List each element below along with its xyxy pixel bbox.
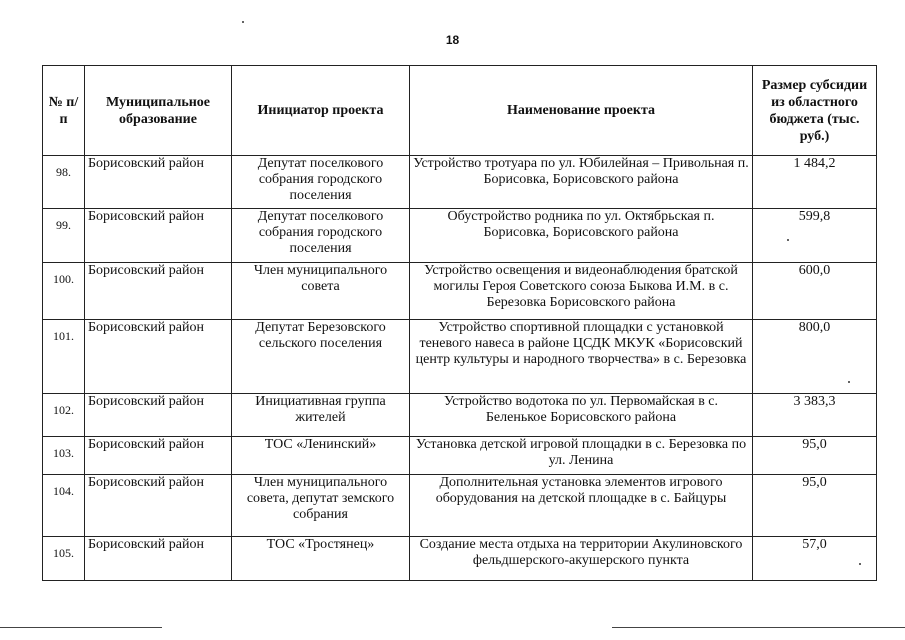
row-num: 104. — [43, 475, 85, 537]
table-row — [43, 437, 877, 475]
row-municipality: Борисовский район — [85, 437, 232, 475]
table-row — [43, 320, 877, 394]
subsidy-table — [42, 65, 877, 581]
row-project: Устройство освещения и видеонаблюдения братской могилы Героя Советского союза Быкова И.М. в с. Березовка Борисовского района — [410, 263, 753, 320]
scan-speck — [848, 381, 850, 383]
row-amount: 600,0 — [753, 263, 877, 320]
table-row — [43, 394, 877, 437]
row-municipality: Борисовский район — [85, 263, 232, 320]
row-municipality: Борисовский район — [85, 537, 232, 581]
row-municipality: Борисовский район — [85, 156, 232, 209]
row-project: Устройство спортивной площадки с установкой теневого навеса в районе ЦСДК МКУК «Борисовский центр культуры и народного творчества» в с. Березовка — [410, 320, 753, 394]
row-initiator: Член муниципального совета, депутат земского собрания — [232, 475, 410, 537]
header-amount: Размер субсидии из областного бюджета (тыс. руб.) — [753, 66, 877, 156]
row-amount: 95,0 — [753, 475, 877, 537]
row-amount: 599,8 — [753, 209, 877, 263]
row-num: 98. — [43, 156, 85, 209]
row-initiator: Депутат поселкового собрания городского поселения — [232, 209, 410, 263]
row-num: 105. — [43, 537, 85, 581]
row-amount: 800,0 — [753, 320, 877, 394]
scan-speck — [242, 21, 244, 23]
row-initiator: ТОС «Ленинский» — [232, 437, 410, 475]
row-project: Создание места отдыха на территории Акулиновского фельдшерского-акушерского пункта — [410, 537, 753, 581]
scan-speck — [859, 563, 861, 565]
row-initiator: Депутат поселкового собрания городского поселения — [232, 156, 410, 209]
row-initiator: Депутат Березовского сельского поселения — [232, 320, 410, 394]
header-municipality: Муниципальное образование — [85, 66, 232, 156]
row-initiator: Член муниципального совета — [232, 263, 410, 320]
row-num: 102. — [43, 394, 85, 437]
row-project: Установка детской игровой площадки в с. Березовка по ул. Ленина — [410, 437, 753, 475]
row-amount: 1 484,2 — [753, 156, 877, 209]
table-row — [43, 209, 877, 263]
row-project: Обустройство родника по ул. Октябрьская п. Борисовка, Борисовского района — [410, 209, 753, 263]
row-municipality: Борисовский район — [85, 209, 232, 263]
table-row — [43, 156, 877, 209]
table-row — [43, 263, 877, 320]
row-initiator: Инициативная группа жителей — [232, 394, 410, 437]
header-num: № п/п — [43, 66, 85, 156]
table-row — [43, 537, 877, 581]
row-amount: 95,0 — [753, 437, 877, 475]
row-municipality: Борисовский район — [85, 475, 232, 537]
row-amount: 3 383,3 — [753, 394, 877, 437]
row-amount: 57,0 — [753, 537, 877, 581]
row-initiator: ТОС «Тростянец» — [232, 537, 410, 581]
row-num: 103. — [43, 437, 85, 475]
row-municipality: Борисовский район — [85, 320, 232, 394]
row-project: Устройство тротуара по ул. Юбилейная – Привольная п. Борисовка, Борисовского района — [410, 156, 753, 209]
scan-edge-line — [612, 627, 905, 628]
header-project: Наименование проекта — [410, 66, 753, 156]
scan-speck — [787, 239, 789, 241]
table-row — [43, 475, 877, 537]
table-header-row — [43, 66, 877, 156]
row-num: 100. — [43, 263, 85, 320]
row-project: Дополнительная установка элементов игрового оборудования на детской площадке в с. Байцуры — [410, 475, 753, 537]
header-initiator: Инициатор проекта — [232, 66, 410, 156]
row-project: Устройство водотока по ул. Первомайская в с. Беленькое Борисовского района — [410, 394, 753, 437]
row-num: 101. — [43, 320, 85, 394]
page-number: 18 — [445, 33, 460, 47]
row-municipality: Борисовский район — [85, 394, 232, 437]
scan-edge-line — [0, 627, 162, 628]
row-num: 99. — [43, 209, 85, 263]
